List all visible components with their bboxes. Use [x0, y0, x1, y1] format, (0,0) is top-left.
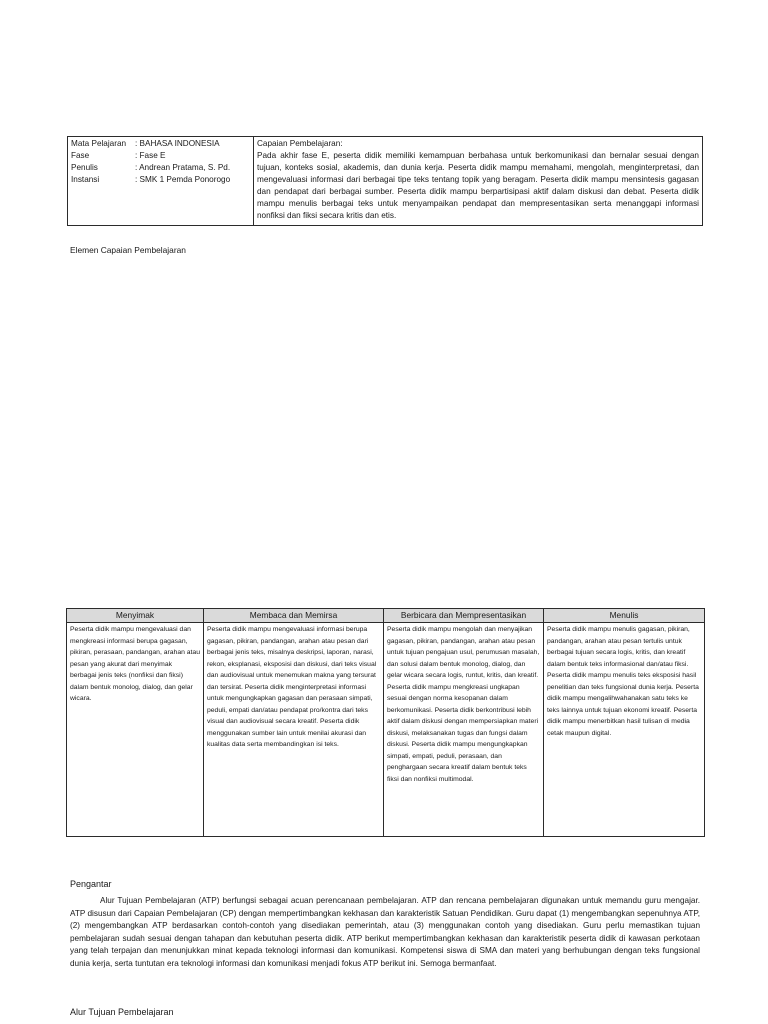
cell-menyimak: Peserta didik mampu mengevaluasi dan mengkreasi informasi berupa gagasan, pikiran, perasaan, pandangan, arahan atau pesan yang akurat dari menyimak berbagai jenis teks (nonfiksi dan fiksi) dalam bentuk monolog, dialog, dan gelar wicara.	[67, 623, 204, 837]
table-header-row	[67, 609, 705, 623]
subject-info-table	[67, 136, 703, 226]
learning-outcome-cell	[254, 137, 703, 226]
elemen-table	[66, 608, 705, 837]
subject-meta-cell	[68, 137, 254, 226]
elemen-section-label: Elemen Capaian Pembelajaran	[70, 245, 186, 255]
meta-row-institution	[71, 174, 250, 186]
meta-value: : Andrean Pratama, S. Pd.	[135, 163, 231, 172]
cell-membaca: Peserta didik mampu mengevaluasi informasi berupa gagasan, pikiran, pandangan, arahan atau pesan dari berbagai jenis teks, misalnya deskripsi, laporan, narasi, rekon, eksplanasi, eksposisi dan diskusi, dari teks visual dan audiovisual untuk menemukan makna yang tersurat dan tersirat. Peserta didik menginterpretasi informasi untuk mengungkapkan gagasan dan perasaan simpati, peduli, empati dan/atau pendapat pro/kontra dari teks visual dan audiovisual secara kreatif. Peserta didik menggunakan sumber lain untuk menilai akurasi dan kualitas data serta membandingkan isi teks.	[204, 623, 384, 837]
cell-berbicara: Peserta didik mampu mengolah dan menyajikan gagasan, pikiran, pandangan, arahan atau pesan untuk tujuan pengajuan usul, perumusan masalah, dan solusi dalam bentuk monolog, dialog, dan gelar wicara secara logis, runtut, kritis, dan kreatif. Peserta didik mampu mengkreasi ungkapan sesuai dengan norma kesopanan dalam berkomunikasi. Peserta didik berkontribusi lebih aktif dalam diskusi dengan mempersiapkan materi diskusi, melaksanakan tugas dan fungsi dalam diskusi. Peserta didik mampu mengungkapkan simpati, empati, peduli, perasaan, dan penghargaan secara kreatif dalam bentuk teks fiksi dan nonfiksi multimodal.	[384, 623, 544, 837]
column-header-menyimak: Menyimak	[67, 609, 204, 623]
meta-row-author	[71, 162, 250, 174]
meta-key: Penulis	[71, 163, 98, 172]
meta-key: Instansi	[71, 175, 100, 184]
table-row	[67, 623, 705, 837]
meta-value: : Fase E	[135, 151, 166, 160]
meta-value: : BAHASA INDONESIA	[135, 139, 220, 148]
pengantar-heading: Pengantar	[70, 879, 112, 889]
pengantar-paragraph: Alur Tujuan Pembelajaran (ATP) berfungsi sebagai acuan perencanaan pembelajaran. ATP dan rencana pembelajaran digunakan untuk memandu guru mengajar. ATP disusun dari Capaian Pembelajaran (CP) dengan mempertimbangkan kekhasan dan karakteristik Satuan Pendidikan. Guru dapat (1) mengembangkan sepenuhnya ATP, (2) mengembangkan ATP berdasarkan contoh-contoh yang disediakan pemerintah, atau (3) menggunakan contoh yang disediakan. Guru perlu memastikan tujuan pembelajaran sudah sesuai dengan tahapan dan kebutuhan peserta didik. ATP berikut mempertimbangkan kekhasan dan karakteristik peserta didik di kawasan perkotaan yang telah terpajan dan menunjukkan minat kepada teknologi informasi dan komunikasi. Kompetensi siswa di SMA dan materi yang berhubungan dengan teks fungsional dunia kerja, serta tuntutan era teknologi informasi dan komunikasi menjadi fokus ATP berikut ini. Semoga bermanfaat.	[70, 896, 700, 968]
learning-outcome-title: Capaian Pembelajaran:	[257, 139, 343, 148]
column-header-membaca: Membaca dan Memirsa	[204, 609, 384, 623]
meta-key: Fase	[71, 151, 90, 160]
meta-value: : SMK 1 Pemda Ponorogo	[135, 175, 231, 184]
meta-row-phase	[71, 150, 250, 162]
column-header-berbicara: Berbicara dan Mempresentasikan	[384, 609, 544, 623]
meta-row-subject	[71, 138, 250, 150]
learning-outcome-text: Pada akhir fase E, peserta didik memiliki kemampuan berbahasa untuk berkomunikasi dan bernalar sesuai dengan tujuan, konteks sosial, akademis, dan dunia kerja. Peserta didik mampu memahami, mengolah, menginterpretasi, dan mengevaluasi informasi dari berbagai tipe teks tentang topik yang beragam. Peserta didik mampu mensintesis gagasan dan pendapat dari berbagai sumber. Peserta didik mampu berpartisipasi aktif dalam diskusi dan debat. Peserta didik mampu menulis berbagai teks untuk menyampaikan pendapat dan mempresentasikan serta menanggapi informasi nonfiksi dan fiksi secara kritis dan etis.	[257, 151, 699, 220]
cell-menulis: Peserta didik mampu menulis gagasan, pikiran, pandangan, arahan atau pesan tertulis untuk berbagai tujuan secara logis, kritis, dan kreatif dalam bentuk teks informasional dan/atau fiksi. Peserta didik mampu menulis teks eksposisi hasil penelitian dan teks fungsional dunia kerja. Peserta didik mampu mengalihwahanakan satu teks ke teks lainnya untuk tujuan ekonomi kreatif. Peserta didik mampu menerbitkan hasil tulisan di media cetak maupun digital.	[544, 623, 705, 837]
atp-heading: Alur Tujuan Pembelajaran	[70, 1007, 174, 1017]
meta-key: Mata Pelajaran	[71, 139, 127, 148]
column-header-menulis: Menulis	[544, 609, 705, 623]
